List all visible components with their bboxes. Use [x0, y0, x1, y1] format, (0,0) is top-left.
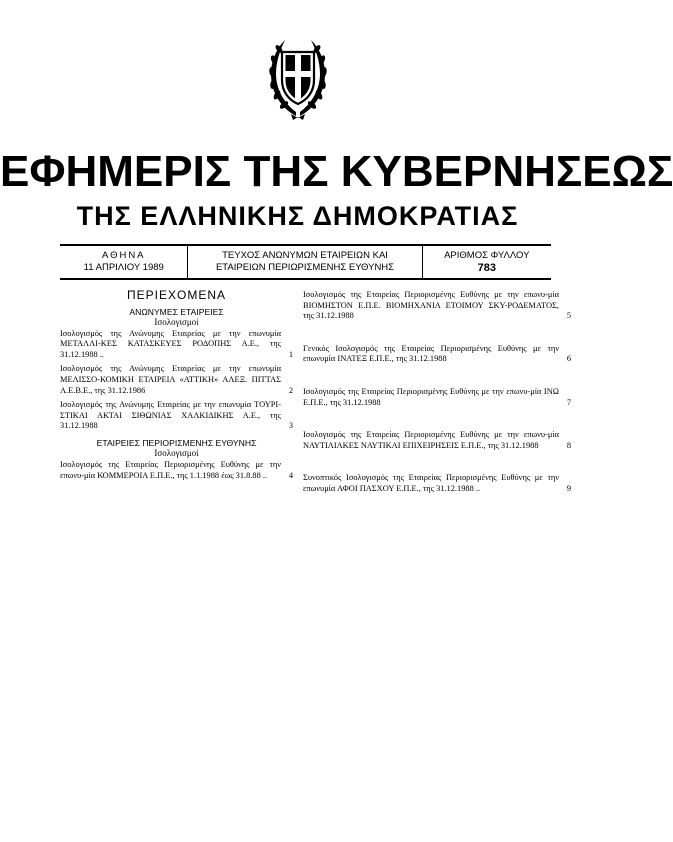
issue-type-cell	[188, 246, 422, 278]
contents-entry	[303, 473, 571, 494]
issue-type-line2: ΕΤΑΙΡΕΙΩΝ ΠΕΡΙΩΡΙΣΜΕΝΗΣ ΕΥΘΥΝΗΣ	[215, 262, 395, 273]
contents-entry	[303, 290, 571, 322]
contents-entry	[303, 344, 571, 365]
entry-text: Ισολογισμός της Ανώνυμης Εταιρείας με την επωνυμία ΤΟΥΡΙ-ΣΤΙΚΑΙ ΑΚΤΑΙ ΣΙΘΩΝΙΑΣ ΧΑΛΚΙΔΙΚΗΣ Α.Ε., της 31.12.1988	[60, 400, 281, 431]
issue-date: 11 ΑΠΡΙΛΙΟΥ 1989	[83, 262, 164, 273]
issue-type-line1: ΤΕΥΧΟΣ ΑΝΩΝΥΜΩΝ ΕΤΑΙΡΕΙΩΝ ΚΑΙ	[222, 250, 388, 261]
section-heading-sa: ΑΝΩΝΥΜΕΣ ΕΤΑΙΡΕΙΕΣ	[129, 306, 224, 317]
entry-page-number: 9	[566, 483, 571, 493]
entry-text: Ισολογισμός της Εταιρείας Περιορισμένης Ευθύνης με την επωνυ-μία ΝΑΥΤΙΛΙΑΚΕΣ ΝΑΥΤΙΚΑΙ ΕΠΙΧΕΙΡΗΣΕΙΣ Ε.Π.Ε., της 31.12.1988	[303, 430, 559, 450]
contents-entry	[60, 364, 293, 396]
contents-title: ΠΕΡΙΕΧΟΜΕΝΑ	[126, 288, 227, 302]
entry-text: Γενικός Ισολογισμός της Εταιρείας Περιορισμένης Ευθύνης με την επωνυμία ΙΝΑΤΕΞ Ε.Π.Ε., της 31.12.1988	[303, 343, 559, 364]
entry-text: Ισολογισμός της Εταιρείας Περιορισμένης Ευθύνης με την επωνυ-μία ΒΙΟΜΗΣΤΟΝ Ε.Π.Ε. ΒΙΟΜΗΧΑΝΙΑ ΕΤΟΙΜΟΥ ΣΚΥ-ΡΟΔΕΜΑΤΟΣ, της 31.12.1988	[303, 290, 559, 321]
entry-text: Ισολογισμός της Ανώνυμης Εταιρείας με την επωνυμία ΜΕΤΑΛΛΙ-ΚΕΣ ΚΑΤΑΣΚΕΥΕΣ ΡΟΔΟΠΗΣ Α.Ε., της 31.12.1988 ..	[60, 328, 281, 359]
entry-text: Ισολογισμός της Ανώνυμης Εταιρείας με την επωνυμία ΜΕΛΙΣΣΟ-ΚΟΜΙΚΗ ΕΤΑΙΡΕΙΑ «ΑΤΤΙΚΗ» ΑΛΕΞ. ΠΙΤΤΑΣ Α.Ε.Β.Ε., της 31.12.1986	[60, 364, 281, 395]
entry-page-number: 6	[566, 354, 571, 364]
entry-page-number: 4	[288, 470, 293, 480]
gazette-subtitle: ΤΗΣ ΕΛΛΗΝΙΚΗΣ ΔΗΜΟΚΡΑΤΙΑΣ	[76, 201, 519, 231]
entry-page-number: 5	[566, 311, 571, 321]
sheet-number-label: ΑΡΙΘΜΟΣ ΦΥΛΛΟΥ	[444, 250, 530, 261]
place-date-cell	[60, 246, 188, 278]
gazette-title: ΕΦΗΜΕΡΙΣ ΤΗΣ ΚΥΒΕΡΝΗΣΕΩΣ	[0, 147, 673, 196]
contents-left-column	[60, 290, 293, 481]
section-subheading-ltd: Ισολογισμοί	[154, 447, 199, 458]
entry-page-number: 7	[566, 397, 571, 407]
contents-entry	[303, 430, 571, 451]
sheet-number: 783	[477, 262, 496, 274]
contents-entry	[60, 329, 293, 361]
issue-header	[60, 244, 551, 280]
contents-entry	[303, 387, 571, 408]
entry-page-number: 1	[288, 349, 293, 359]
entry-page-number: 2	[288, 385, 293, 395]
entry-page-number: 3	[288, 421, 293, 431]
city-label: ΑΘΗΝΑ	[101, 250, 146, 261]
coat-of-arms-emblem	[263, 30, 333, 122]
contents-entry	[60, 460, 293, 481]
contents-entry	[60, 400, 293, 432]
contents-right-column	[303, 290, 571, 509]
section-subheading-sa: Ισολογισμοί	[154, 316, 199, 327]
entry-text: Ισολογισμός της Εταιρείας Περιορισμένης Ευθύνης με την επωνυ-μία ΙΝΩ Ε.Π.Ε., της 31.12.1988	[303, 386, 559, 407]
section-heading-ltd: ΕΤΑΙΡΕΙΕΣ ΠΕΡΙΟΡΙΣΜΕΝΗΣ ΕΥΘΥΝΗΣ	[96, 437, 257, 448]
entry-page-number: 8	[566, 440, 571, 450]
entry-text: Συνοπτικός Ισολογισμός της Εταιρείας Περιορισμένης Ευθύνης με την επωνυμία ΑΦΟΙ ΠΑΣΧΟΥ Ε.Π.Ε., της 31.12.1988 ..	[303, 473, 559, 493]
sheet-number-cell	[423, 246, 551, 278]
entry-text: Ισολογισμός της Εταιρείας Περιορισμένης Ευθύνης με την επωνυ-μία ΚΟΜΜΕΡΟΙΑ Ε.Π.Ε., της 1.1.1988 έως 31.8.88 ..	[60, 459, 281, 480]
